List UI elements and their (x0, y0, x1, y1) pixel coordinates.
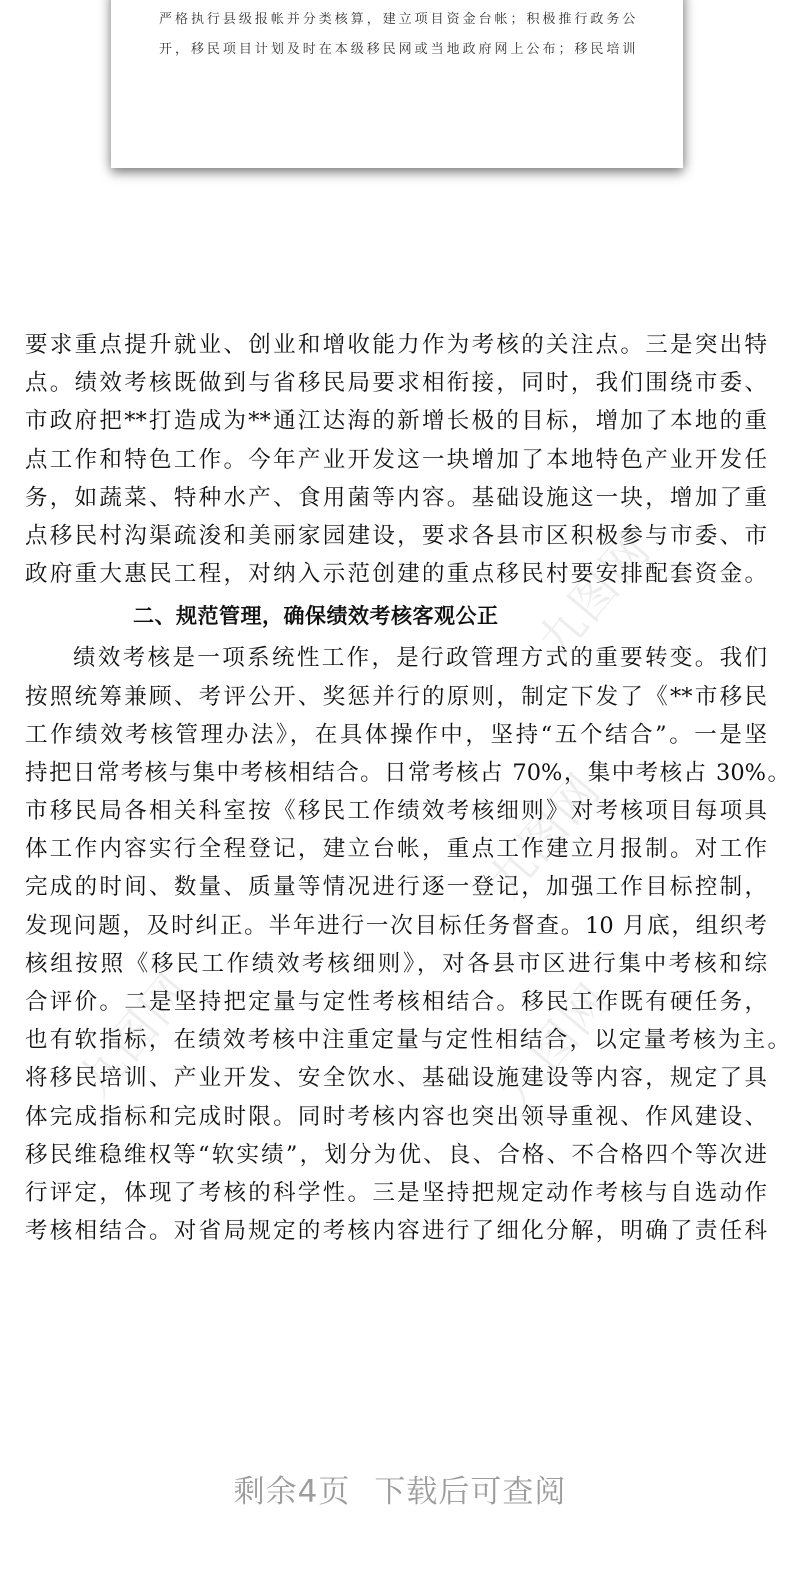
text-line: 体完成指标和完成时限。同时考核内容也突出领导重视、作风建设、 (25, 1103, 767, 1130)
text-line: 市政府把**打造成为**通江达海的新增长极的目标，增加了本地的重 (25, 408, 767, 435)
watermark: 九图网 (487, 972, 622, 1118)
download-prompt[interactable] (0, 1466, 800, 1511)
text-line: 移民维稳维权等“软实绩”，划分为优、良、合格、不合格四个等次进 (25, 1141, 767, 1168)
text-line: 市移民局各相关科室按《移民工作绩效考核细则》对考核项目每项具 (25, 798, 767, 825)
text-line: 核组按照《移民工作绩效考核细则》，对各县市区进行集中考核和综 (25, 950, 767, 977)
text-line: 发现问题，及时纠正。半年进行一次目标任务督查。10 月底，组织考 (25, 912, 767, 939)
download-hint-label: 下载后可查阅 (374, 1474, 567, 1510)
text-line: 行评定，体现了考核的科学性。三是坚持把规定动作考核与自选动作 (25, 1179, 767, 1206)
text-line: 点。绩效考核既做到与省移民局要求相衔接，同时，我们围绕市委、 (25, 370, 767, 397)
text-line: 也有软指标，在绩效考核中注重定量与定性相结合，以定量考核为主。 (25, 1027, 790, 1054)
text-line: 完成的时间、数量、质量等情况进行逐一登记，加强工作目标控制， (25, 874, 767, 901)
text-line: 合评价。二是坚持把定量与定性考核相结合。移民工作既有硬任务， (25, 989, 767, 1015)
watermark: 九图网 (527, 522, 662, 668)
remaining-pages-label: 剩余4页 (233, 1474, 351, 1510)
card-text-line: 严格执行县级报帐并分类核算，建立项目资金台帐；积极推行政务公 (159, 12, 637, 27)
text-line: 将移民培训、产业开发、安全饮水、基础设施建设等内容，规定了具 (25, 1065, 767, 1092)
paragraph (25, 326, 767, 593)
text-line: 政府重大惠民工程，对纳入示范创建的重点移民村要安排配套资金。 (25, 561, 767, 588)
watermark: 九图网 (477, 762, 612, 908)
card-text-line: 开，移民项目计划及时在本级移民网或当地政府网上公布；移民培训 (159, 42, 637, 57)
text-line: 体工作内容实行全程登记，建立台帐，重点工作建立月报制。对工作 (25, 836, 767, 863)
document-preview-card (111, 0, 683, 168)
text-line: 点移民村沟渠疏浚和美丽家园建设，要求各县市区积极参与市委、市 (25, 522, 767, 549)
text-line: 点工作和特色工作。今年产业开发这一块增加了本地特色产业开发任 (25, 446, 767, 473)
text-line: 绩效考核是一项系统性工作，是行政管理方式的重要转变。我们 (73, 645, 767, 672)
watermark: 九图网 (67, 962, 202, 1108)
text-line: 按照统筹兼顾、考评公开、奖惩并行的原则，制定下发了《**市移民 (25, 683, 767, 710)
text-line: 要求重点提升就业、创业和增收能力作为考核的关注点。三是突出特 (25, 332, 767, 358)
section-heading: 二、规范管理，确保绩效考核客观公正 (133, 604, 499, 629)
text-line: 工作绩效考核管理办法》，在具体操作中，坚持“五个结合”。一是坚 (25, 721, 767, 748)
text-line: 务，如蔬菜、特种水产、食用菌等内容。基础设施这一块，增加了重 (25, 484, 767, 511)
text-line: 持把日常考核与集中考核相结合。日常考核占 70%，集中考核占 30%。 (25, 759, 790, 786)
document-body (25, 326, 790, 1250)
paragraph (25, 639, 790, 1250)
text-line: 考核相结合。对省局规定的考核内容进行了细化分解，明确了责任科 (25, 1218, 767, 1245)
